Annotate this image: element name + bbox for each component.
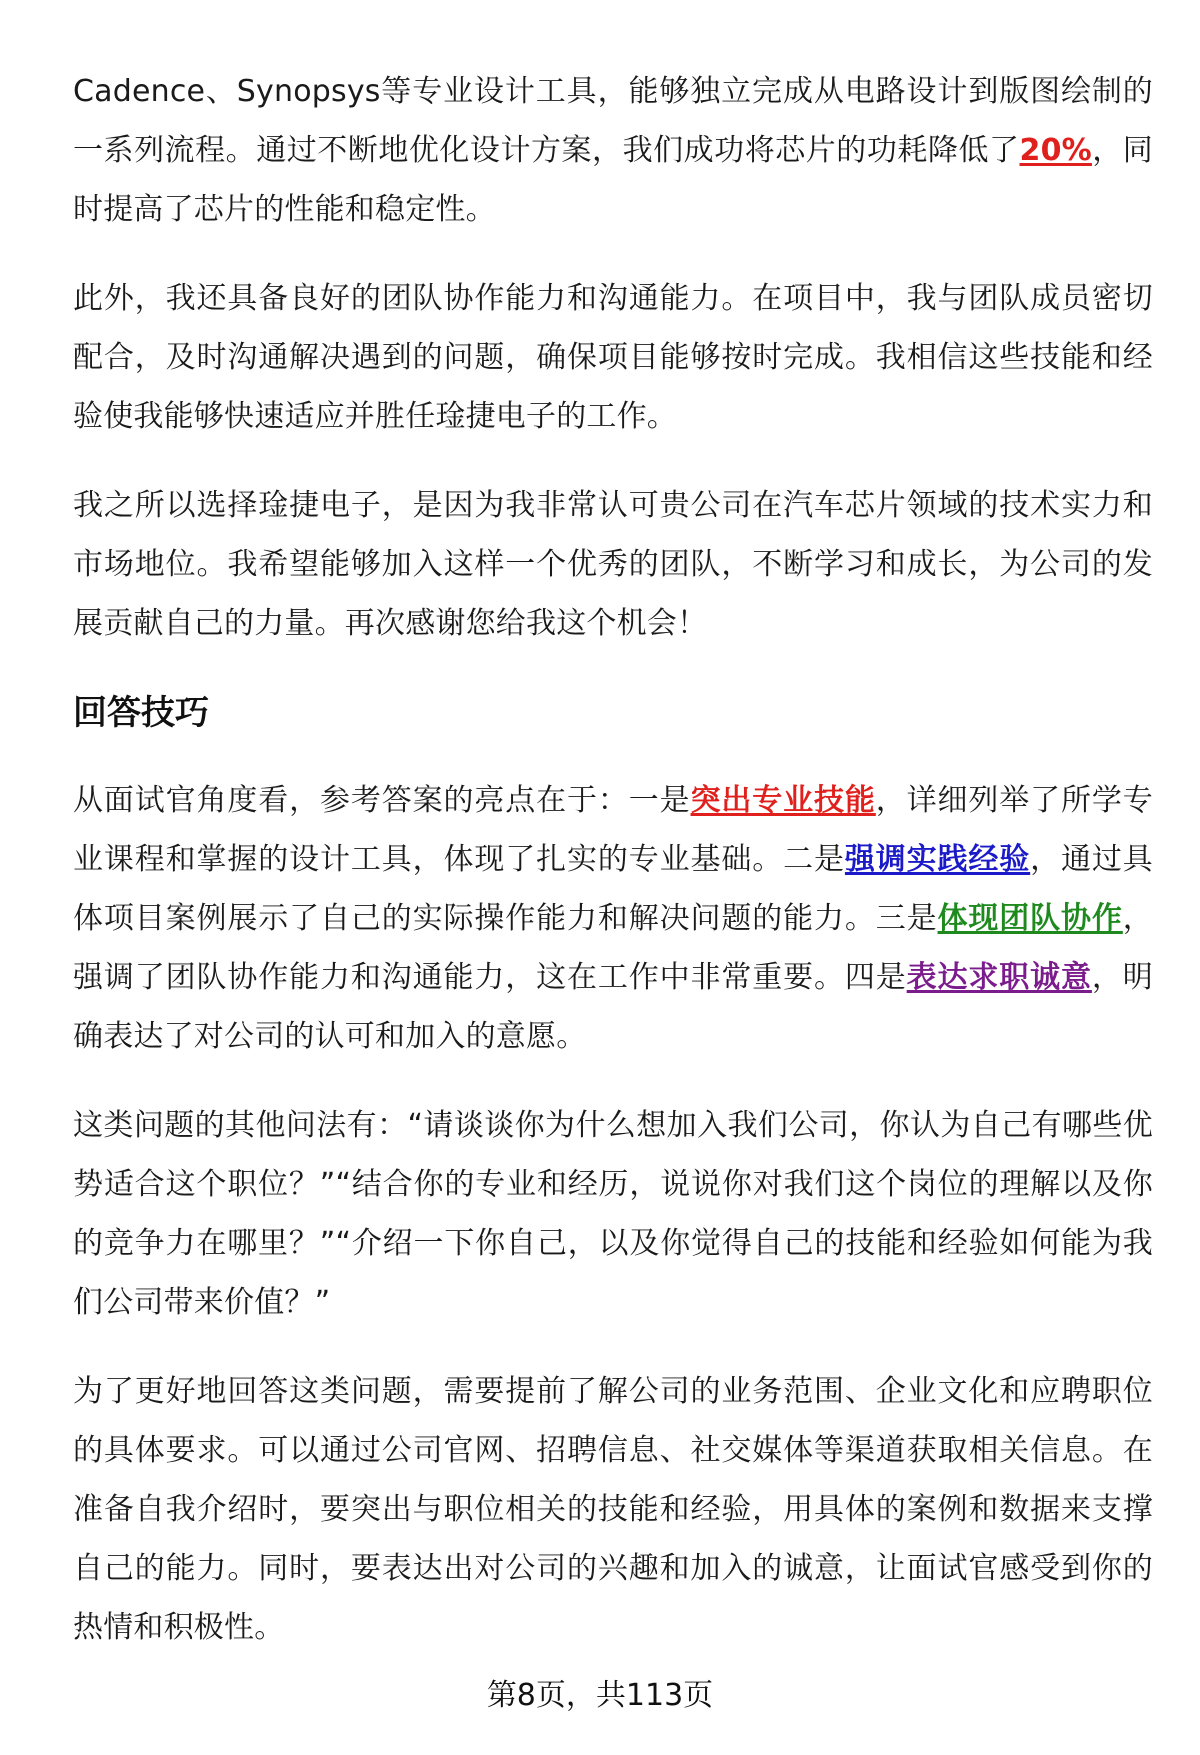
paragraph-skills-text-b: ，同时提高了芯片的性能和稳定性。 [73, 133, 1154, 227]
tips-text-1: 从面试官角度看，参考答案的亮点在于：一是 [73, 783, 691, 818]
highlight-teamwork: 体现团队协作 [937, 901, 1123, 936]
paragraph-tips [73, 771, 1153, 1066]
tips-text-2: ，详细列举了所学专业课程和掌握的设计工具，体现了扎实的专业基础。二是 [73, 783, 1154, 877]
page-number-footer: 第8页，共113页 [486, 1678, 714, 1713]
section-heading: 回答技巧 [73, 693, 209, 733]
paragraph-skills-text-a: Cadence、Synopsys等专业设计工具，能够独立完成从电路设计到版图绘制的一系列流程。通过不断地优化设计方案，我们成功将芯片的功耗降低了 [73, 74, 1153, 168]
highlight-power-reduction: 20% [1019, 133, 1092, 168]
document-body [73, 62, 1153, 1687]
paragraph-teamwork: 此外，我还具备良好的团队协作能力和沟通能力。在项目中，我与团队成员密切配合，及时沟通解决遇到的问题，确保项目能够按时完成。我相信这些技能和经验使我能够快速适应并胜任琻捷电子的工作。 [73, 281, 1153, 434]
highlight-sincerity: 表达求职诚意 [906, 960, 1092, 995]
tips-text-5: ，明确表达了对公司的认可和加入的意愿。 [73, 960, 1153, 1054]
tips-text-3: ，通过具体项目案例展示了自己的实际操作能力和解决问题的能力。三是 [73, 842, 1153, 936]
paragraph-alternative-questions: 这类问题的其他问法有：“请谈谈你为什么想加入我们公司，你认为自己有哪些优势适合这个职位？”“结合你的专业和经历，说说你对我们这个岗位的理解以及你的竞争力在哪里？”“介绍一下你自己，以及你觉得自己的技能和经验如何能为我们公司带来价值？” [73, 1108, 1153, 1320]
highlight-practical-experience: 强调实践经验 [844, 842, 1031, 877]
tips-text-4: ，强调了团队协作能力和沟通能力，这在工作中非常重要。四是 [73, 901, 1153, 995]
paragraph-preparation-advice: 为了更好地回答这类问题，需要提前了解公司的业务范围、企业文化和应聘职位的具体要求。可以通过公司官网、招聘信息、社交媒体等渠道获取相关信息。在准备自我介绍时，要突出与职位相关的技能和经验，用具体的案例和数据来支撑自己的能力。同时，要表达出对公司的兴趣和加入的诚意，让面试官感受到你的热情和积极性。 [73, 1374, 1153, 1645]
paragraph-skills [73, 62, 1153, 239]
highlight-professional-skills: 突出专业技能 [690, 783, 876, 818]
paragraph-motivation: 我之所以选择琻捷电子，是因为我非常认可贵公司在汽车芯片领域的技术实力和市场地位。我希望能够加入这样一个优秀的团队，不断学习和成长，为公司的发展贡献自己的力量。再次感谢您给我这个机会！ [73, 488, 1153, 641]
